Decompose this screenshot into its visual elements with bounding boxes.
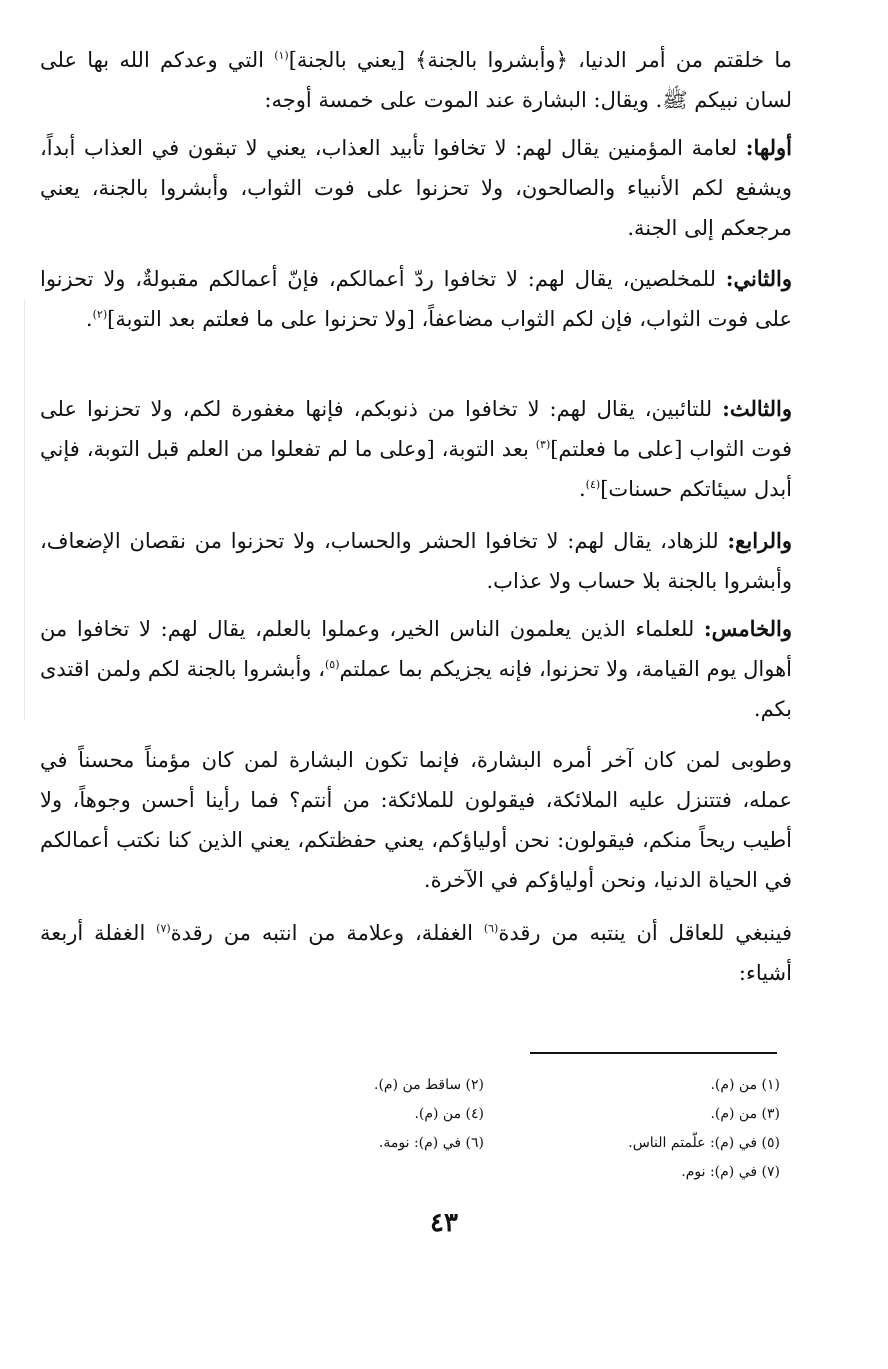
- para-text: للعلماء الذين يعلمون الناس الخير، وعملوا بالعلم، يقال لهم: لا تخافوا من أهوال يوم القيامة، ولا تحزنوا، فإنه يجزيكم بما عملتم: [40, 617, 793, 681]
- para-text: ، وأبشروا بالجنة لكم ولمن اقتدى بكم.: [40, 657, 792, 721]
- footnote: (١) من (م).: [710, 1077, 780, 1093]
- paragraph-7: [40, 740, 792, 900]
- para-text: الغفلة، وعلامة من انتبه من رقدة: [170, 921, 484, 945]
- para-lead: والثالث:: [722, 396, 792, 421]
- para-text: للتائبين، يقال لهم: لا تخافوا من ذنوبكم، فإنها مغفورة لكم، ولا تحزنوا على فوت الثواب [على ما فعلتم]: [40, 397, 792, 461]
- paragraph-2: [40, 128, 792, 248]
- footnote: (٦) في (م): نومة.: [378, 1135, 484, 1151]
- para-text: .: [578, 477, 586, 501]
- paragraph-3: [40, 259, 792, 339]
- footnote-divider: [530, 1052, 777, 1054]
- footnote-ref: (٦): [483, 922, 499, 935]
- paragraph-4: [40, 389, 792, 509]
- footnote-ref: (٧): [156, 922, 171, 935]
- para-lead: والثاني:: [725, 266, 792, 291]
- para-text: التي وعدكم الله بها على لسان نبيكم ﷺ. ويقال: البشارة عند الموت على خمسة أوجه:: [40, 48, 792, 112]
- paragraph-8: [40, 913, 792, 993]
- footnote-ref: (٢): [92, 308, 108, 321]
- footnote: (٥) في (م): علّمتم الناس.: [628, 1135, 780, 1151]
- footnote: (٢) ساقط من (م).: [374, 1077, 484, 1093]
- para-lead: أولها:: [745, 135, 792, 160]
- footnote-ref: (٤): [585, 478, 601, 491]
- paragraph-1: [40, 40, 792, 120]
- para-text: لعامة المؤمنين يقال لهم: لا تخافوا تأبيد العذاب، يعني لا تبقون في العذاب أبداً، ويشفع لكم الأنبياء والصالحون، ولا تحزنوا على فوت الثواب، وأبشروا بالجنة، يعني مرجعكم إلى الجنة.: [40, 136, 792, 240]
- footnote-ref: (١): [274, 49, 289, 62]
- para-text: بعد التوبة، [وعلى ما لم تفعلوا من العلم قبل التوبة، فإني أبدل سيئاتكم حسنات]: [40, 437, 792, 501]
- footnote-ref: (٣): [535, 438, 551, 451]
- footnote: (٣) من (م).: [710, 1106, 780, 1122]
- para-text: فينبغي للعاقل أن ينتبه من رقدة: [498, 921, 792, 945]
- para-text: وطوبى لمن كان آخر أمره البشارة، فإنما تكون البشارة لمن كان مؤمناً محسناً في عمله، فتتنزل عليه الملائكة، فيقولون للملائكة: من أنتم؟ فما رأينا أحسن وجوهاً، ولا أطيب ريحاً منكم، فيقولون: نحن أولياؤكم، يعني حفظتكم، يعني الذين كنا نكتب أعمالكم في الحياة الدنيا، ونحن أولياؤكم في الآخرة.: [40, 748, 792, 892]
- para-lead: والخامس:: [703, 616, 792, 641]
- para-text: للزهاد، يقال لهم: لا تخافوا الحشر والحساب، ولا تحزنوا من نقصان الإضعاف، وأبشروا بالجنة بلا حساب ولا عذاب.: [40, 529, 792, 593]
- para-text: الغفلة أربعة أشياء:: [40, 921, 792, 985]
- footnote-ref: (٥): [325, 658, 340, 671]
- paragraph-5: [40, 521, 792, 601]
- para-text: ما خلقتم من أمر الدنيا، ﴿وأبشروا بالجنة﴾ [يعني بالجنة]: [288, 48, 792, 72]
- footnotes-right-column: [520, 1071, 780, 1187]
- footnotes-left-column: [284, 1071, 484, 1158]
- scan-edge-line: [24, 300, 25, 720]
- para-text: للمخلصين، يقال لهم: لا تخافوا ردّ أعمالكم، فإنّ أعمالكم مقبولةٌ، ولا تحزنوا على فوت الثواب، فإن لكم الثواب مضاعفاً، [ولا تحزنوا على ما فعلتم بعد التوبة]: [40, 267, 792, 331]
- para-lead: والرابع:: [727, 528, 792, 553]
- page-number: ٤٣: [430, 1208, 458, 1238]
- footnote: (٤) من (م).: [414, 1106, 484, 1122]
- footnote: (٧) في (م): نوم.: [681, 1164, 780, 1180]
- paragraph-6: [40, 609, 792, 729]
- para-text: .: [85, 307, 93, 331]
